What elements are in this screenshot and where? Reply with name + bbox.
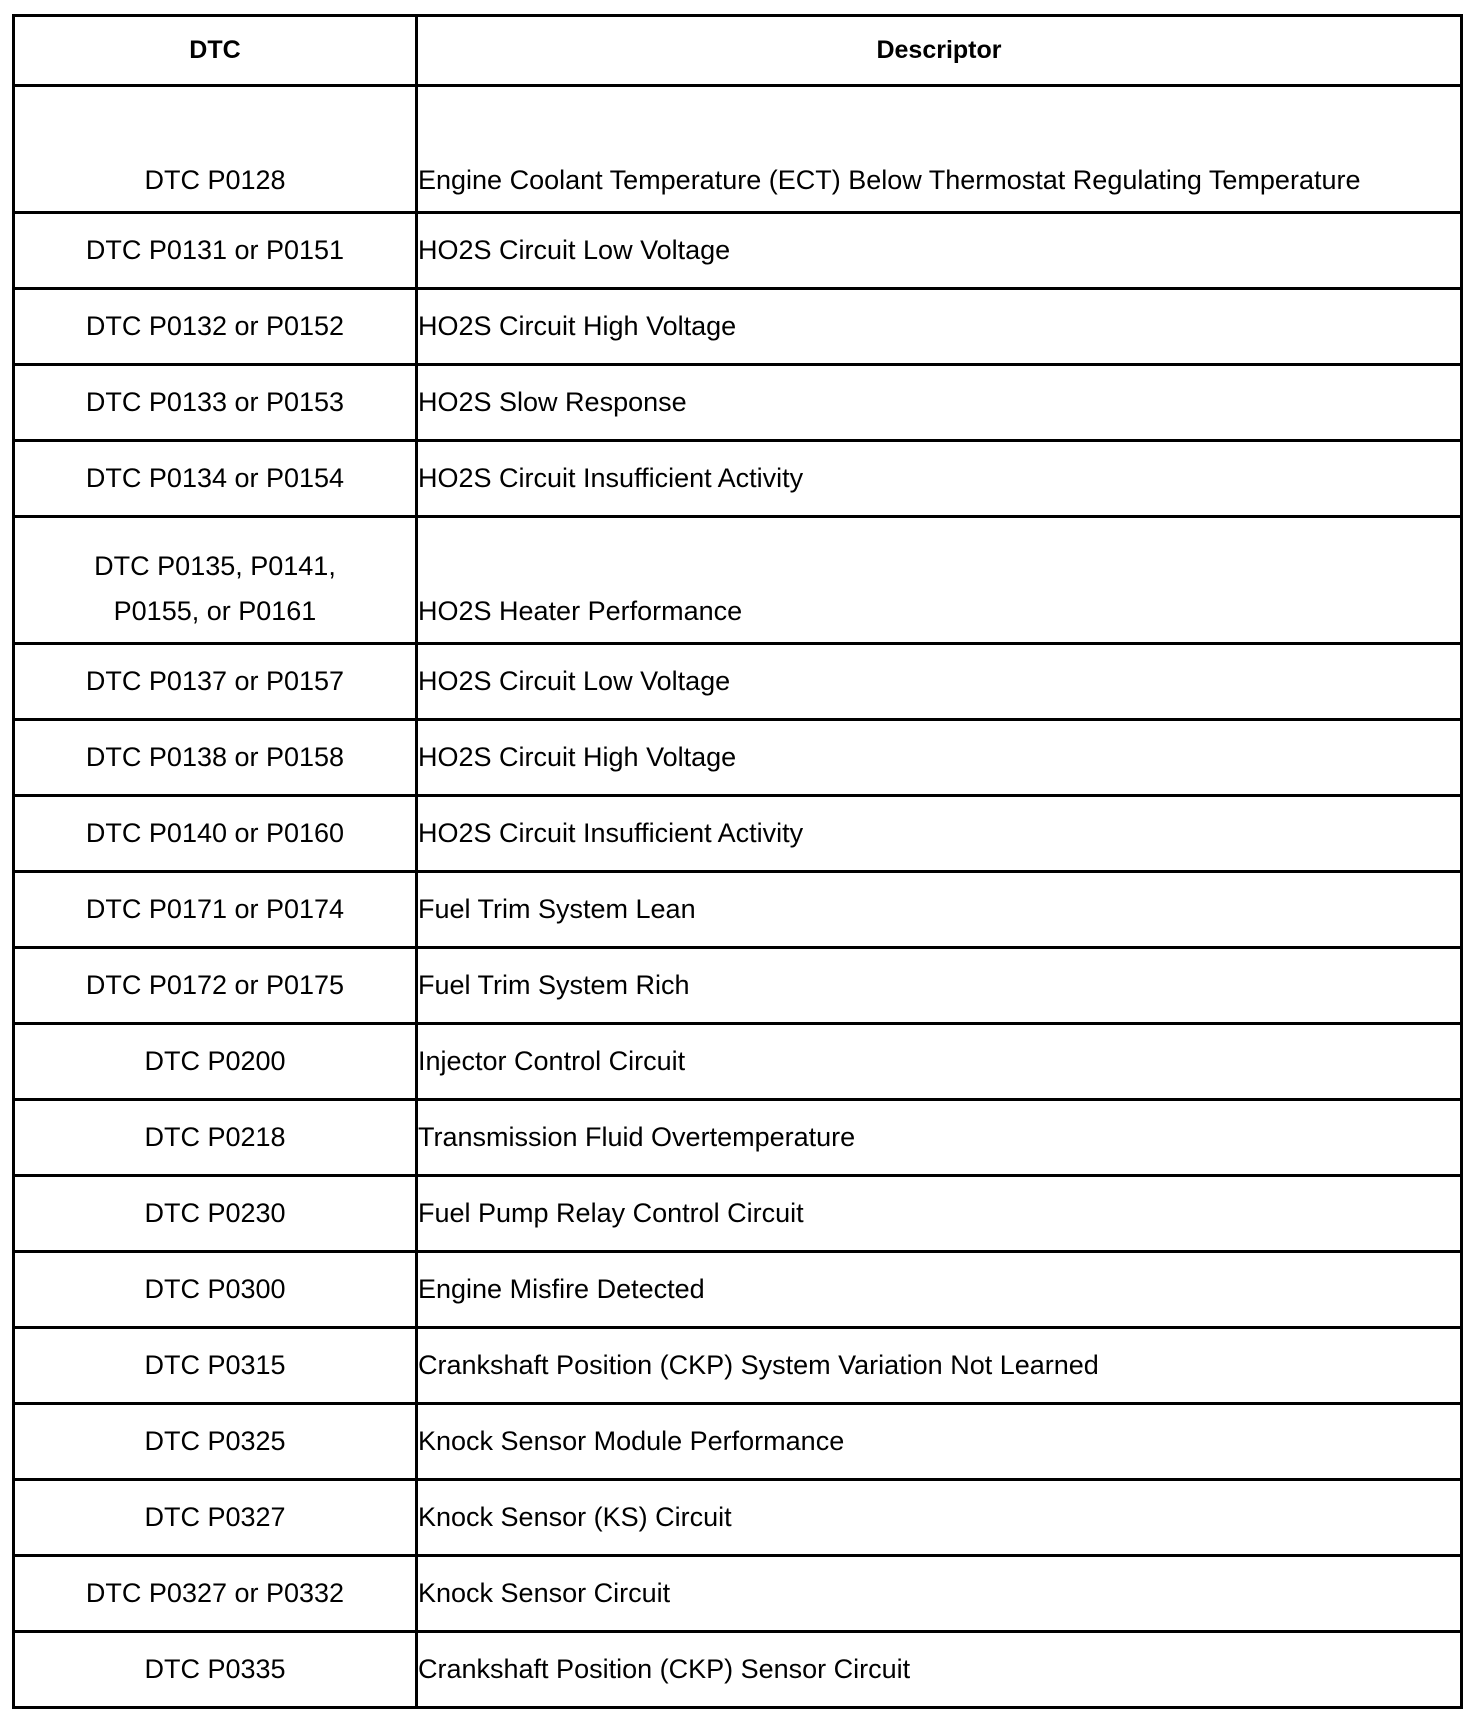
table-body — [14, 86, 1462, 1708]
dtc-code-cell: DTC P0200 — [14, 1024, 417, 1100]
descriptor-cell: Transmission Fluid Overtemperature — [417, 1100, 1462, 1176]
table-row — [14, 1176, 1462, 1252]
table-row — [14, 948, 1462, 1024]
dtc-code-cell: DTC P0327 or P0332 — [14, 1556, 417, 1632]
descriptor-cell: Fuel Trim System Lean — [417, 872, 1462, 948]
dtc-table — [12, 14, 1463, 1709]
table-row — [14, 1252, 1462, 1328]
descriptor-cell: Fuel Pump Relay Control Circuit — [417, 1176, 1462, 1252]
dtc-code-cell: DTC P0137 or P0157 — [14, 644, 417, 720]
dtc-code-cell: DTC P0138 or P0158 — [14, 720, 417, 796]
descriptor-cell: Fuel Trim System Rich — [417, 948, 1462, 1024]
table-row — [14, 441, 1462, 517]
table-row — [14, 1100, 1462, 1176]
dtc-code-cell: DTC P0300 — [14, 1252, 417, 1328]
dtc-code-cell: DTC P0230 — [14, 1176, 417, 1252]
table-header — [14, 16, 1462, 86]
table-row — [14, 796, 1462, 872]
descriptor-cell: Knock Sensor Module Performance — [417, 1404, 1462, 1480]
table-row — [14, 1404, 1462, 1480]
dtc-code-cell: DTC P0140 or P0160 — [14, 796, 417, 872]
descriptor-cell: HO2S Circuit Low Voltage — [417, 644, 1462, 720]
table-row — [14, 289, 1462, 365]
descriptor-cell: HO2S Circuit High Voltage — [417, 289, 1462, 365]
descriptor-cell: Engine Coolant Temperature (ECT) Below Thermostat Regulating Temperature — [417, 86, 1462, 213]
table-row — [14, 86, 1462, 213]
table-row — [14, 1556, 1462, 1632]
descriptor-cell: HO2S Heater Performance — [417, 517, 1462, 644]
dtc-code-cell: DTC P0134 or P0154 — [14, 441, 417, 517]
descriptor-cell: Injector Control Circuit — [417, 1024, 1462, 1100]
descriptor-cell: HO2S Slow Response — [417, 365, 1462, 441]
table-row — [14, 1024, 1462, 1100]
header-row — [14, 16, 1462, 86]
table-row — [14, 1328, 1462, 1404]
dtc-code-cell: DTC P0132 or P0152 — [14, 289, 417, 365]
dtc-code-cell: DTC P0325 — [14, 1404, 417, 1480]
descriptor-cell: HO2S Circuit Low Voltage — [417, 213, 1462, 289]
table-row — [14, 365, 1462, 441]
table-row — [14, 517, 1462, 644]
descriptor-cell: HO2S Circuit High Voltage — [417, 720, 1462, 796]
header-dtc: DTC — [14, 16, 417, 86]
table-row — [14, 1480, 1462, 1556]
descriptor-cell: HO2S Circuit Insufficient Activity — [417, 441, 1462, 517]
descriptor-cell: HO2S Circuit Insufficient Activity — [417, 796, 1462, 872]
table-row — [14, 720, 1462, 796]
descriptor-cell: Knock Sensor Circuit — [417, 1556, 1462, 1632]
dtc-code-cell: DTC P0171 or P0174 — [14, 872, 417, 948]
table-row — [14, 1632, 1462, 1708]
dtc-code-cell: DTC P0131 or P0151 — [14, 213, 417, 289]
dtc-code-cell: DTC P0135, P0141, P0155, or P0161 — [14, 517, 417, 644]
dtc-code-cell: DTC P0172 or P0175 — [14, 948, 417, 1024]
dtc-code-cell: DTC P0218 — [14, 1100, 417, 1176]
descriptor-cell: Crankshaft Position (CKP) System Variation Not Learned — [417, 1328, 1462, 1404]
descriptor-cell: Knock Sensor (KS) Circuit — [417, 1480, 1462, 1556]
descriptor-cell: Engine Misfire Detected — [417, 1252, 1462, 1328]
dtc-code-cell: DTC P0327 — [14, 1480, 417, 1556]
descriptor-cell: Crankshaft Position (CKP) Sensor Circuit — [417, 1632, 1462, 1708]
dtc-code-cell: DTC P0128 — [14, 86, 417, 213]
table-row — [14, 644, 1462, 720]
header-descriptor: Descriptor — [417, 16, 1462, 86]
dtc-code-cell: DTC P0133 or P0153 — [14, 365, 417, 441]
table-row — [14, 213, 1462, 289]
table-row — [14, 872, 1462, 948]
dtc-code-cell: DTC P0335 — [14, 1632, 417, 1708]
dtc-code-cell: DTC P0315 — [14, 1328, 417, 1404]
